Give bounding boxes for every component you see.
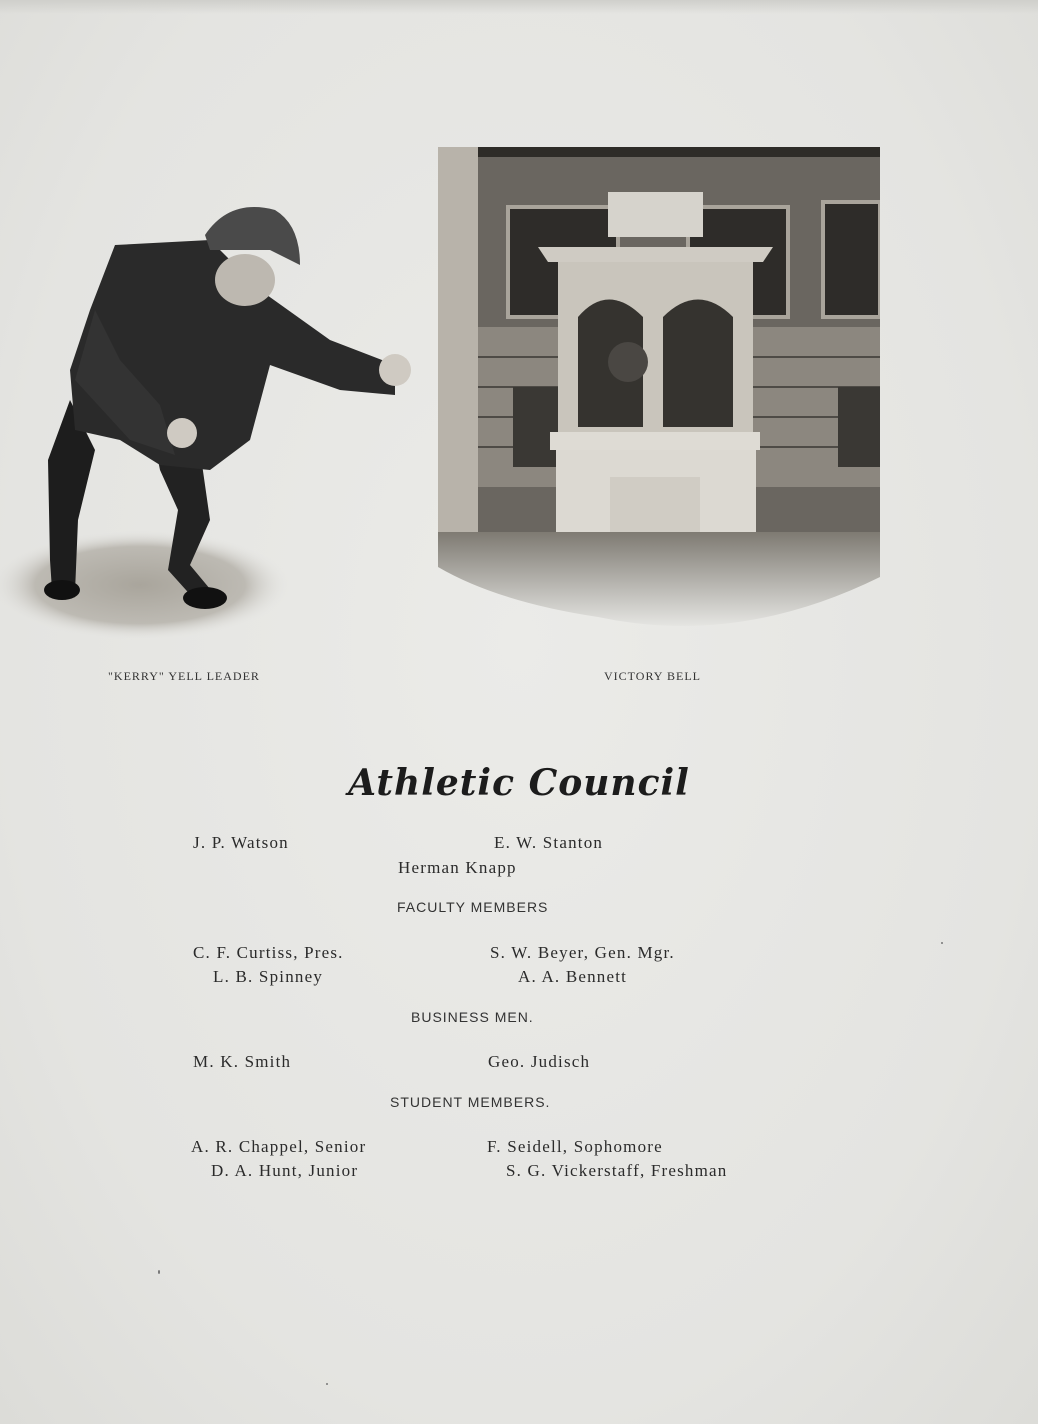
business-row1-left: M. K. Smith: [193, 1052, 292, 1071]
kerry-caption: "KERRY" YELL LEADER: [108, 669, 260, 683]
student-row1-left: A. R. Chappel, Senior: [191, 1137, 367, 1156]
faculty-members-label: FACULTY MEMBERS: [397, 899, 549, 915]
officer-center: Herman Knapp: [398, 858, 517, 877]
student-row2-right: S. G. Vickerstaff, Freshman: [506, 1161, 728, 1180]
page-title: Athletic Council: [348, 762, 690, 804]
kerry-yell-leader-photo: [0, 190, 420, 640]
business-row1-right: Geo. Judisch: [488, 1052, 591, 1071]
paper-speck: [158, 1270, 160, 1274]
student-row2-left: D. A. Hunt, Junior: [211, 1161, 359, 1180]
paper-speck: [941, 942, 943, 944]
business-men-label: BUSINESS MEN.: [411, 1009, 534, 1025]
student-members-label: STUDENT MEMBERS.: [390, 1094, 551, 1110]
student-row1-right: F. Seidell, Sophomore: [487, 1137, 663, 1156]
faculty-row2-right: A. A. Bennett: [518, 967, 628, 986]
officer-right: E. W. Stanton: [494, 833, 604, 852]
faculty-row2-left: L. B. Spinney: [213, 967, 324, 986]
victory-bell-caption: VICTORY BELL: [604, 669, 702, 683]
victory-bell-photo: [438, 147, 880, 642]
page-top-edge: [0, 0, 1038, 14]
paper-speck: [326, 1383, 328, 1385]
officer-left: J. P. Watson: [193, 833, 289, 852]
faculty-row1-left: C. F. Curtiss, Pres.: [193, 943, 344, 962]
faculty-row1-right: S. W. Beyer, Gen. Mgr.: [490, 943, 675, 962]
